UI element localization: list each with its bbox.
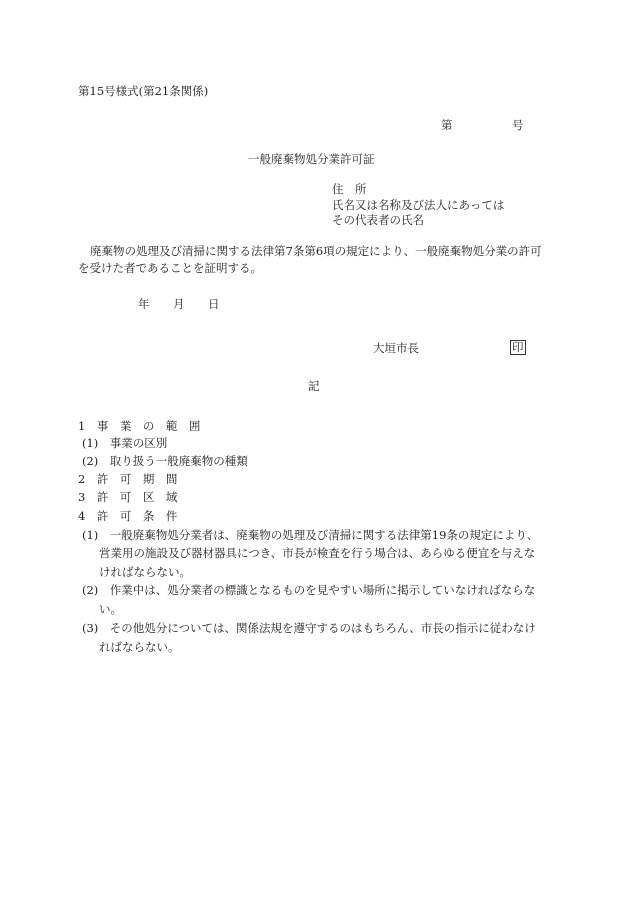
- item-1-1: (1) 事業の区別: [82, 436, 168, 450]
- date-day: 日: [208, 297, 220, 311]
- item-3: 3 許 可 区 域: [78, 490, 178, 504]
- condition-3-line-2: ればならない。: [99, 640, 180, 654]
- name-label: 氏名又は名称及び法人にあっては: [332, 198, 505, 212]
- body-line-2: を受けた者であることを証明する。: [78, 261, 262, 275]
- representative-label: その代表者の氏名: [332, 213, 424, 227]
- document-title: 一般廃棄物処分業許可証: [248, 152, 375, 166]
- condition-1-line-1: (1) 一般廃棄物処分業者は、廃棄物の処理及び清掃に関する法律第19条の規定により、: [82, 528, 539, 542]
- form-label: 第15号様式(第21条関係): [78, 84, 209, 98]
- item-1-2: (2) 取り扱う一般廃棄物の種類: [82, 454, 248, 468]
- number-prefix: 第: [441, 118, 453, 132]
- address-label: 住 所: [332, 182, 367, 196]
- condition-1-line-2: 営業用の施設及び器材器具につき、市長が検査を行う場合は、あらゆる便宜を与えな: [99, 546, 536, 560]
- item-2: 2 許 可 期 間: [78, 472, 178, 486]
- seal-text: 印: [512, 340, 524, 354]
- condition-3-line-1: (3) その他処分については、関係法規を遵守するのはもちろん、市長の指示に従わなけ: [82, 621, 536, 635]
- date-month: 月: [173, 297, 185, 311]
- body-line-1: 廃棄物の処理及び清掃に関する法律第7条第6項の規定により、一般廃棄物処分業の許可: [90, 244, 542, 258]
- condition-2-line-2: い。: [99, 602, 122, 616]
- number-suffix: 号: [512, 118, 524, 132]
- condition-1-line-3: ければならない。: [99, 565, 191, 579]
- seal-stamp: [510, 340, 526, 355]
- item-4: 4 許 可 条 件: [78, 509, 178, 523]
- condition-2-line-1: (2) 作業中は、処分業者の標識となるものを見やすい場所に掲示していなければならな: [82, 583, 536, 597]
- issuer-name: 大垣市長: [373, 341, 419, 355]
- date-year: 年: [138, 297, 150, 311]
- record-label: 記: [308, 379, 320, 393]
- item-1: 1 事 業 の 範 囲: [78, 419, 201, 433]
